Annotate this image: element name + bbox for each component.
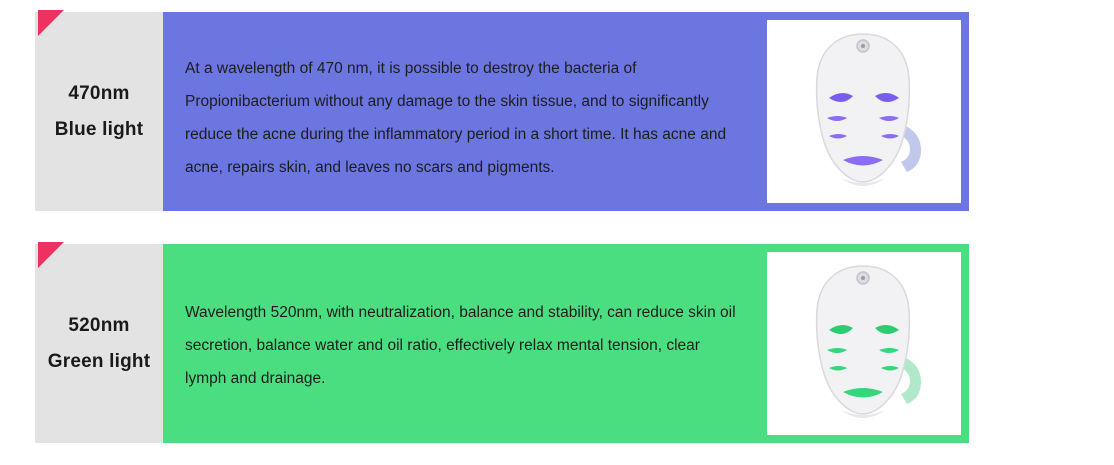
corner-flag-icon xyxy=(38,10,64,36)
card-label-column xyxy=(35,244,163,443)
card-body xyxy=(163,12,969,211)
product-image-green xyxy=(767,252,961,435)
product-image-blue xyxy=(767,20,961,203)
description-text: Wavelength 520nm, with neutralization, balance and stability, can reduce skin oil secretion, balance water and oil ratio, effectively relax mental tension, clear lymph and drainage. xyxy=(185,304,736,387)
product-feature-page xyxy=(0,12,1114,465)
feature-card-green xyxy=(35,244,969,443)
color-name-label: Green light xyxy=(47,350,151,372)
color-name-label: Blue light xyxy=(54,118,144,140)
card-label-column xyxy=(35,12,163,211)
wavelength-label: 520nm xyxy=(68,314,130,336)
corner-flag-icon xyxy=(38,242,64,268)
face-mask-illustration-icon xyxy=(767,20,961,203)
face-mask-illustration-icon xyxy=(767,252,961,435)
description-text: At a wavelength of 470 nm, it is possible to destroy the bacteria of Propionibacterium without any damage to the skin tissue, and to significantly reduce the acne during the inflammatory period in a short time. It has acne and acne, repairs skin, and leaves no scars and pigments. xyxy=(185,60,727,176)
wavelength-label: 470nm xyxy=(68,82,130,104)
card-body xyxy=(163,244,969,443)
feature-card-blue xyxy=(35,12,969,211)
